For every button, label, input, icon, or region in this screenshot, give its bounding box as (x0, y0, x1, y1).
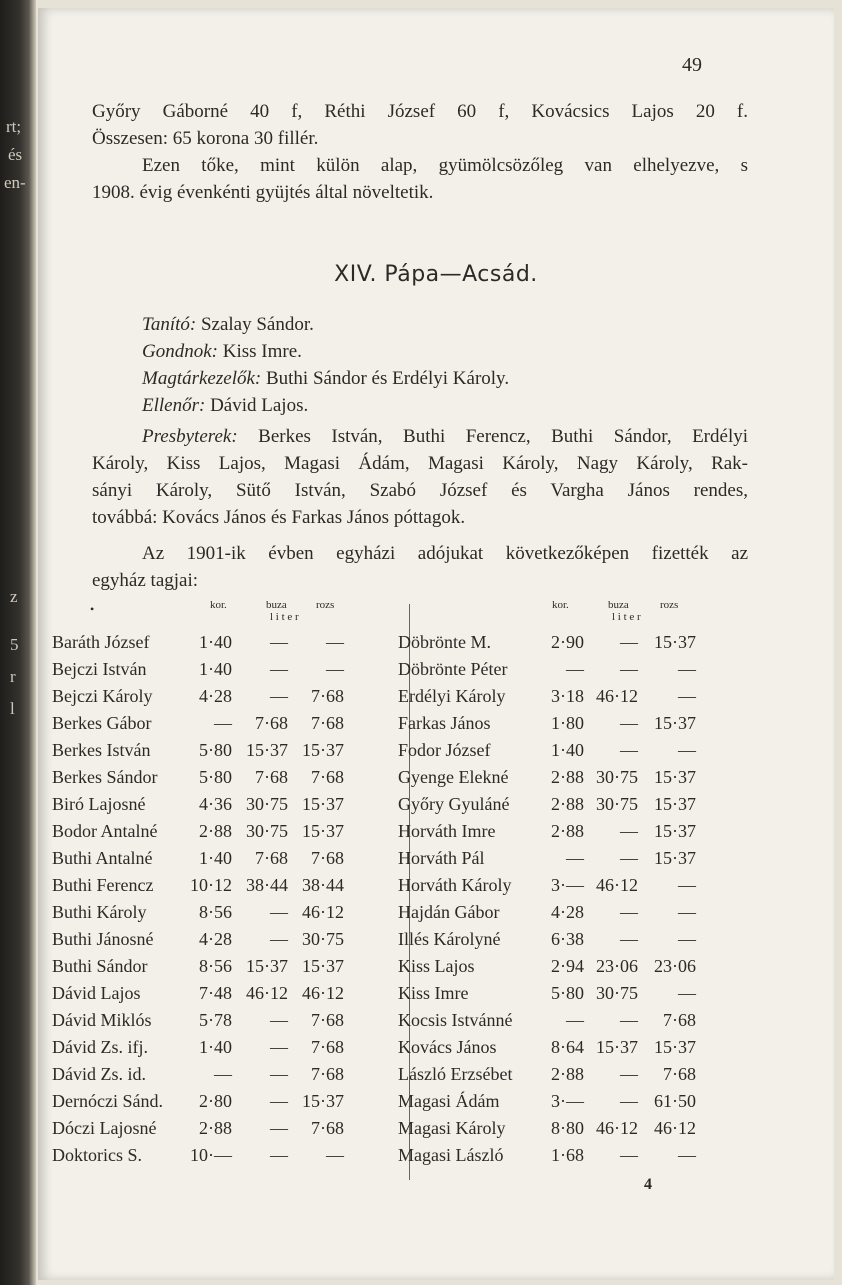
rozs-value: 15·37 (654, 1037, 696, 1057)
rozs-value: — (678, 902, 696, 922)
kor-value: 2·80 (199, 1091, 232, 1111)
member-name: Horváth Károly (398, 875, 512, 895)
rozs-value: 7·68 (311, 1037, 344, 1057)
rozs-value: — (678, 740, 696, 760)
col-header-buza: buza (608, 599, 629, 611)
kor-value: 4·28 (199, 929, 232, 949)
buza-value: — (270, 1145, 288, 1165)
officer-granary-keepers (92, 365, 748, 392)
col-header-unit: l i t e r (270, 611, 299, 623)
member-name: Berkes Gábor (52, 713, 152, 733)
spine-fragment: z (10, 587, 18, 606)
member-name: Magasi László (398, 1145, 504, 1165)
buza-value: 30·75 (246, 794, 288, 814)
buza-value: — (620, 713, 638, 733)
member-name: Baráth József (52, 632, 150, 652)
tax-intro-line-2: egyház tagjai: (92, 570, 199, 591)
officer-teacher (92, 311, 748, 338)
presbyters-line-3: sányi Károly, Sütő István, Szabó József és Vargha János rendes, (92, 480, 748, 501)
officer-auditor (92, 392, 748, 419)
member-name: Buthi Sándor (52, 956, 148, 976)
rozs-value: 15·37 (302, 794, 344, 814)
kor-value: 2·88 (551, 1064, 584, 1084)
officer-role: Presbyterek: (142, 426, 238, 447)
buza-value: — (270, 902, 288, 922)
rozs-value: 7·68 (311, 767, 344, 787)
member-name: Fodor József (398, 740, 491, 760)
officer-role: Gondnok: (142, 341, 218, 362)
kor-value: 1·40 (199, 1037, 232, 1057)
officer-role: Tanító: (142, 314, 197, 335)
member-name: Győry Gyuláné (398, 794, 510, 814)
buza-value: 38·44 (246, 875, 288, 895)
buza-value: — (620, 848, 638, 868)
kor-value: 6·38 (551, 929, 584, 949)
col-header-kor: kor. (210, 599, 227, 611)
rozs-value: 7·68 (311, 686, 344, 706)
buza-value: 30·75 (596, 794, 638, 814)
bullet-mark: • (90, 602, 95, 616)
buza-value: — (620, 821, 638, 841)
kor-value: 2·88 (199, 1118, 232, 1138)
rozs-value: 30·75 (302, 929, 344, 949)
kor-value: 2·88 (551, 767, 584, 787)
buza-value: — (620, 1091, 638, 1111)
member-name: Farkas János (398, 713, 491, 733)
kor-value: 3·— (551, 1091, 584, 1111)
member-name: Kovács János (398, 1037, 497, 1057)
rozs-value: 15·37 (654, 767, 696, 787)
rozs-value: — (678, 1145, 696, 1165)
kor-value: 3·— (551, 875, 584, 895)
member-name: Kocsis Istvánné (398, 1010, 513, 1030)
rozs-value: 46·12 (654, 1118, 696, 1138)
spine-fragment: és (8, 145, 23, 164)
rozs-value: 7·68 (311, 1118, 344, 1138)
member-name: Kiss Imre (398, 983, 469, 1003)
kor-value: 1·40 (551, 740, 584, 760)
kor-value: 2·88 (199, 821, 232, 841)
kor-value: — (566, 848, 584, 868)
rozs-value: 7·68 (311, 713, 344, 733)
member-name: Dávid Lajos (52, 983, 141, 1003)
buza-value: 46·12 (596, 1118, 638, 1138)
spine-fragment: 5 (10, 635, 19, 654)
kor-value: 2·90 (551, 632, 584, 652)
member-name: Bodor Antalné (52, 821, 158, 841)
signature-mark: 4 (644, 1176, 652, 1193)
buza-value: — (270, 659, 288, 679)
rozs-value: — (326, 632, 344, 652)
presbyters-names: Berkes István, Buthi Ferencz, Buthi Sándor, Erdélyi (258, 426, 749, 447)
rozs-value: — (678, 686, 696, 706)
kor-value: — (566, 1010, 584, 1030)
intro-line-2: Összesen: 65 korona 30 fillér. (92, 128, 319, 149)
spine-fragment: en- (4, 173, 26, 192)
buza-value: 23·06 (596, 956, 638, 976)
buza-value: — (270, 1037, 288, 1057)
rozs-value: 15·37 (654, 821, 696, 841)
spine-fragment: r (10, 667, 16, 686)
buza-value: — (620, 659, 638, 679)
col-header-buza: buza (266, 599, 287, 611)
intro-line-1: Győry Gáborné 40 f, Réthi József 60 f, Kovácsics Lajos 20 f. (92, 101, 748, 122)
kor-value: 8·56 (199, 902, 232, 922)
buza-value: 7·68 (255, 848, 288, 868)
buza-value: — (620, 632, 638, 652)
kor-value: 10·— (190, 1145, 232, 1165)
buza-value: — (270, 1118, 288, 1138)
officer-names: Kiss Imre. (222, 341, 302, 362)
tax-intro-line-1: Az 1901-ik évben egyházi adójukat következőképen fizették az (142, 543, 748, 564)
presbyters-line-2: Károly, Kiss Lajos, Magasi Ádám, Magasi Károly, Nagy Károly, Rak- (92, 453, 748, 474)
member-name: Illés Károlyné (398, 929, 501, 949)
rozs-value: 15·37 (302, 821, 344, 841)
kor-value: 5·78 (199, 1010, 232, 1030)
officer-role: Ellenőr: (142, 395, 206, 416)
buza-value: 30·75 (596, 983, 638, 1003)
officer-names: Dávid Lajos. (210, 395, 309, 416)
rozs-value: 46·12 (302, 902, 344, 922)
kor-value: 1·80 (551, 713, 584, 733)
buza-value: — (270, 1091, 288, 1111)
member-name: Döbrönte M. (398, 632, 491, 652)
kor-value: 8·80 (551, 1118, 584, 1138)
book-spine (0, 0, 36, 1285)
member-name: László Erzsébet (398, 1064, 513, 1084)
member-name: Buthi Ferencz (52, 875, 154, 895)
kor-value: — (214, 1064, 232, 1084)
buza-value: 7·68 (255, 713, 288, 733)
buza-value: — (270, 1064, 288, 1084)
buza-value: — (620, 1064, 638, 1084)
member-name: Dávid Miklós (52, 1010, 152, 1030)
member-name: Horváth Pál (398, 848, 485, 868)
rozs-value: — (678, 659, 696, 679)
buza-value: — (270, 632, 288, 652)
member-name: Doktorics S. (52, 1145, 142, 1165)
kor-value: 8·64 (551, 1037, 584, 1057)
kor-value: 7·48 (199, 983, 232, 1003)
buza-value: — (270, 929, 288, 949)
member-name: Berkes Sándor (52, 767, 158, 787)
officer-role: Magtárkezelők: (142, 368, 262, 389)
officer-names: Szalay Sándor. (200, 314, 314, 335)
rozs-value: 15·37 (654, 632, 696, 652)
kor-value: 1·40 (199, 659, 232, 679)
member-name: Bejczi István (52, 659, 147, 679)
rozs-value: 15·37 (302, 740, 344, 760)
rozs-value: 38·44 (302, 875, 344, 895)
kor-value: 2·88 (551, 794, 584, 814)
presbyters-line-1 (92, 423, 748, 450)
buza-value: 15·37 (596, 1037, 638, 1057)
rozs-value: 15·37 (302, 1091, 344, 1111)
rozs-value: 15·37 (654, 713, 696, 733)
buza-value: — (620, 1145, 638, 1165)
intro-paragraph-line-2: 1908. évig évenkénti gyüjtés által növeltetik. (92, 182, 434, 203)
rozs-value: 15·37 (302, 956, 344, 976)
kor-value: 10·12 (190, 875, 232, 895)
member-name: Kiss Lajos (398, 956, 475, 976)
rozs-value: — (326, 659, 344, 679)
kor-value: 5·80 (551, 983, 584, 1003)
kor-value: 1·40 (199, 848, 232, 868)
buza-value: 46·12 (596, 875, 638, 895)
kor-value: 3·18 (551, 686, 584, 706)
member-name: Bejczi Károly (52, 686, 153, 706)
member-name: Buthi Károly (52, 902, 147, 922)
buza-value: — (620, 902, 638, 922)
buza-value: — (620, 929, 638, 949)
buza-value: 30·75 (596, 767, 638, 787)
rozs-value: 7·68 (663, 1064, 696, 1084)
kor-value: — (214, 713, 232, 733)
rozs-value: 7·68 (311, 1064, 344, 1084)
rozs-value: — (678, 983, 696, 1003)
member-name: Magasi Ádám (398, 1091, 500, 1111)
kor-value: 1·68 (551, 1145, 584, 1165)
member-name: Biró Lajosné (52, 794, 146, 814)
rozs-value: — (678, 929, 696, 949)
member-name: Dernóczi Sánd. (52, 1091, 163, 1111)
member-name: Gyenge Elekné (398, 767, 509, 787)
col-header-rozs: rozs (660, 599, 679, 611)
officer-names: Buthi Sándor és Erdélyi Károly. (265, 368, 510, 389)
member-name: Dávid Zs. ifj. (52, 1037, 148, 1057)
buza-value: 46·12 (246, 983, 288, 1003)
page-number: 49 (682, 54, 702, 76)
section-heading: XIV. Pápa—Acsád. (334, 262, 538, 287)
member-name: Dávid Zs. id. (52, 1064, 146, 1084)
buza-value: 7·68 (255, 767, 288, 787)
member-name: Horváth Imre (398, 821, 496, 841)
rozs-value: — (678, 875, 696, 895)
buza-value: 15·37 (246, 956, 288, 976)
intro-paragraph-line-1: Ezen tőke, mint külön alap, gyümölcsözőleg van elhelyezve, s (142, 155, 748, 176)
rozs-value: 61·50 (654, 1091, 696, 1111)
kor-value: 5·80 (199, 740, 232, 760)
buza-value: — (270, 686, 288, 706)
officer-warden (92, 338, 748, 365)
rozs-value: 15·37 (654, 794, 696, 814)
member-name: Döbrönte Péter (398, 659, 508, 679)
spine-fragment: rt; (6, 117, 22, 136)
rozs-value: 7·68 (311, 848, 344, 868)
buza-value: — (270, 1010, 288, 1030)
buza-value: 46·12 (596, 686, 638, 706)
rozs-value: 15·37 (654, 848, 696, 868)
rozs-value: 7·68 (311, 1010, 344, 1030)
buza-value: 30·75 (246, 821, 288, 841)
buza-value: 15·37 (246, 740, 288, 760)
presbyters-line-4: továbbá: Kovács János és Farkas János póttagok. (92, 507, 466, 528)
member-name: Magasi Károly (398, 1118, 506, 1138)
kor-value: 4·28 (199, 686, 232, 706)
kor-value: 2·94 (551, 956, 584, 976)
col-header-kor: kor. (552, 599, 569, 611)
kor-value: 8·56 (199, 956, 232, 976)
kor-value: 4·28 (551, 902, 584, 922)
member-name: Dóczi Lajosné (52, 1118, 157, 1138)
col-header-rozs: rozs (316, 599, 335, 611)
member-name: Erdélyi Károly (398, 686, 506, 706)
kor-value: 1·40 (199, 632, 232, 652)
book-page (38, 8, 834, 1280)
rozs-value: 23·06 (654, 956, 696, 976)
buza-value: — (620, 1010, 638, 1030)
kor-value: 4·36 (199, 794, 232, 814)
col-header-unit: l i t e r (612, 611, 641, 623)
rozs-value: — (326, 1145, 344, 1165)
kor-value: — (566, 659, 584, 679)
kor-value: 2·88 (551, 821, 584, 841)
spine-fragment: l (10, 699, 15, 718)
buza-value: — (620, 740, 638, 760)
member-name: Hajdán Gábor (398, 902, 500, 922)
rozs-value: 7·68 (663, 1010, 696, 1030)
kor-value: 5·80 (199, 767, 232, 787)
member-name: Buthi Antalné (52, 848, 153, 868)
member-name: Buthi Jánosné (52, 929, 154, 949)
rozs-value: 46·12 (302, 983, 344, 1003)
member-name: Berkes István (52, 740, 151, 760)
